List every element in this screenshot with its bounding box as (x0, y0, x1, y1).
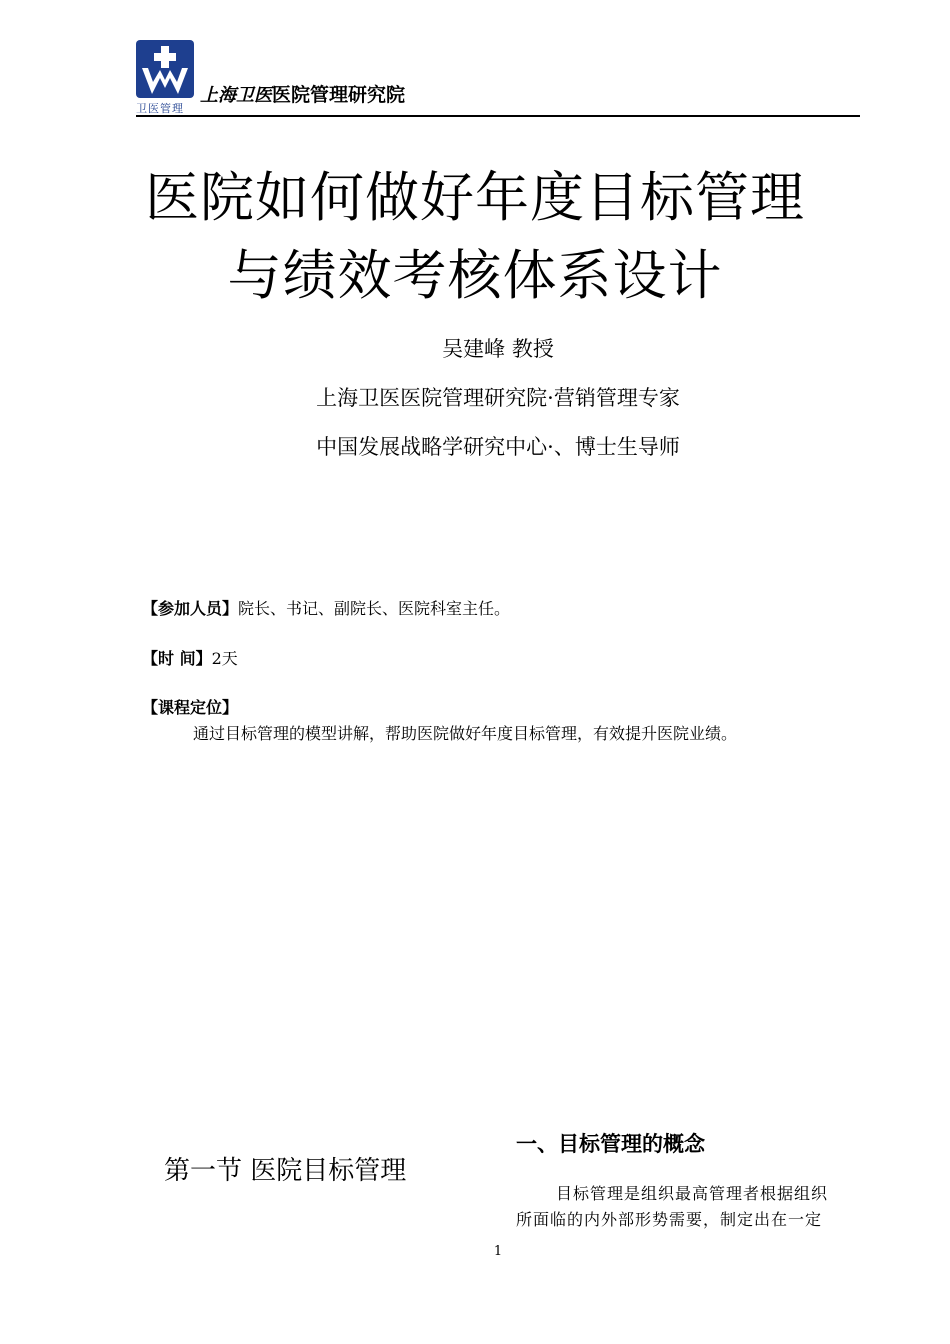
header-org (200, 80, 405, 107)
author-affiliation-2: 中国发展战略学研究中心·、博士生导师 (316, 435, 680, 459)
course-description: 通过目标管理的模型讲解，帮助医院做好年度目标管理，有效提升医院业绩。 (193, 724, 738, 743)
time-row (142, 646, 238, 669)
logo-cross-bar (154, 53, 176, 61)
section-title: 第一节 医院目标管理 (164, 1156, 407, 1186)
page-number: 1 (493, 1244, 503, 1259)
header-org-name: 医院管理研究院 (272, 84, 406, 106)
time-label: 【时 间】 (142, 649, 212, 668)
document-title-line2: 与绩效考核体系设计 (227, 244, 723, 307)
document-title-line1: 医院如何做好年度目标管理 (145, 166, 805, 229)
time-value: 2天 (211, 649, 238, 668)
logo-caption: 卫医管理 (136, 102, 184, 115)
participants-label: 【参加人员】 (142, 599, 239, 618)
body-text-line: 目标管理是组织最高管理者根据组织 (556, 1184, 829, 1203)
course-label: 【课程定位】 (142, 698, 239, 717)
participants-row (142, 596, 510, 619)
author-affiliation-1: 上海卫医医院管理研究院·营销管理专家 (316, 386, 680, 410)
logo-w-icon (140, 66, 190, 96)
course-row (142, 695, 238, 718)
section-subheading: 一、目标管理的概念 (516, 1132, 705, 1156)
header-divider (136, 115, 860, 117)
participants-value: 院长、书记、副院长、医院科室主任。 (238, 599, 511, 618)
body-text-line: 所面临的内外部形势需要，制定出在一定 (516, 1210, 823, 1229)
author-name: 吴建峰 教授 (442, 337, 554, 361)
header-org-prefix: 上海卫医 (200, 85, 272, 106)
logo (136, 40, 196, 116)
logo-mark (136, 40, 194, 98)
